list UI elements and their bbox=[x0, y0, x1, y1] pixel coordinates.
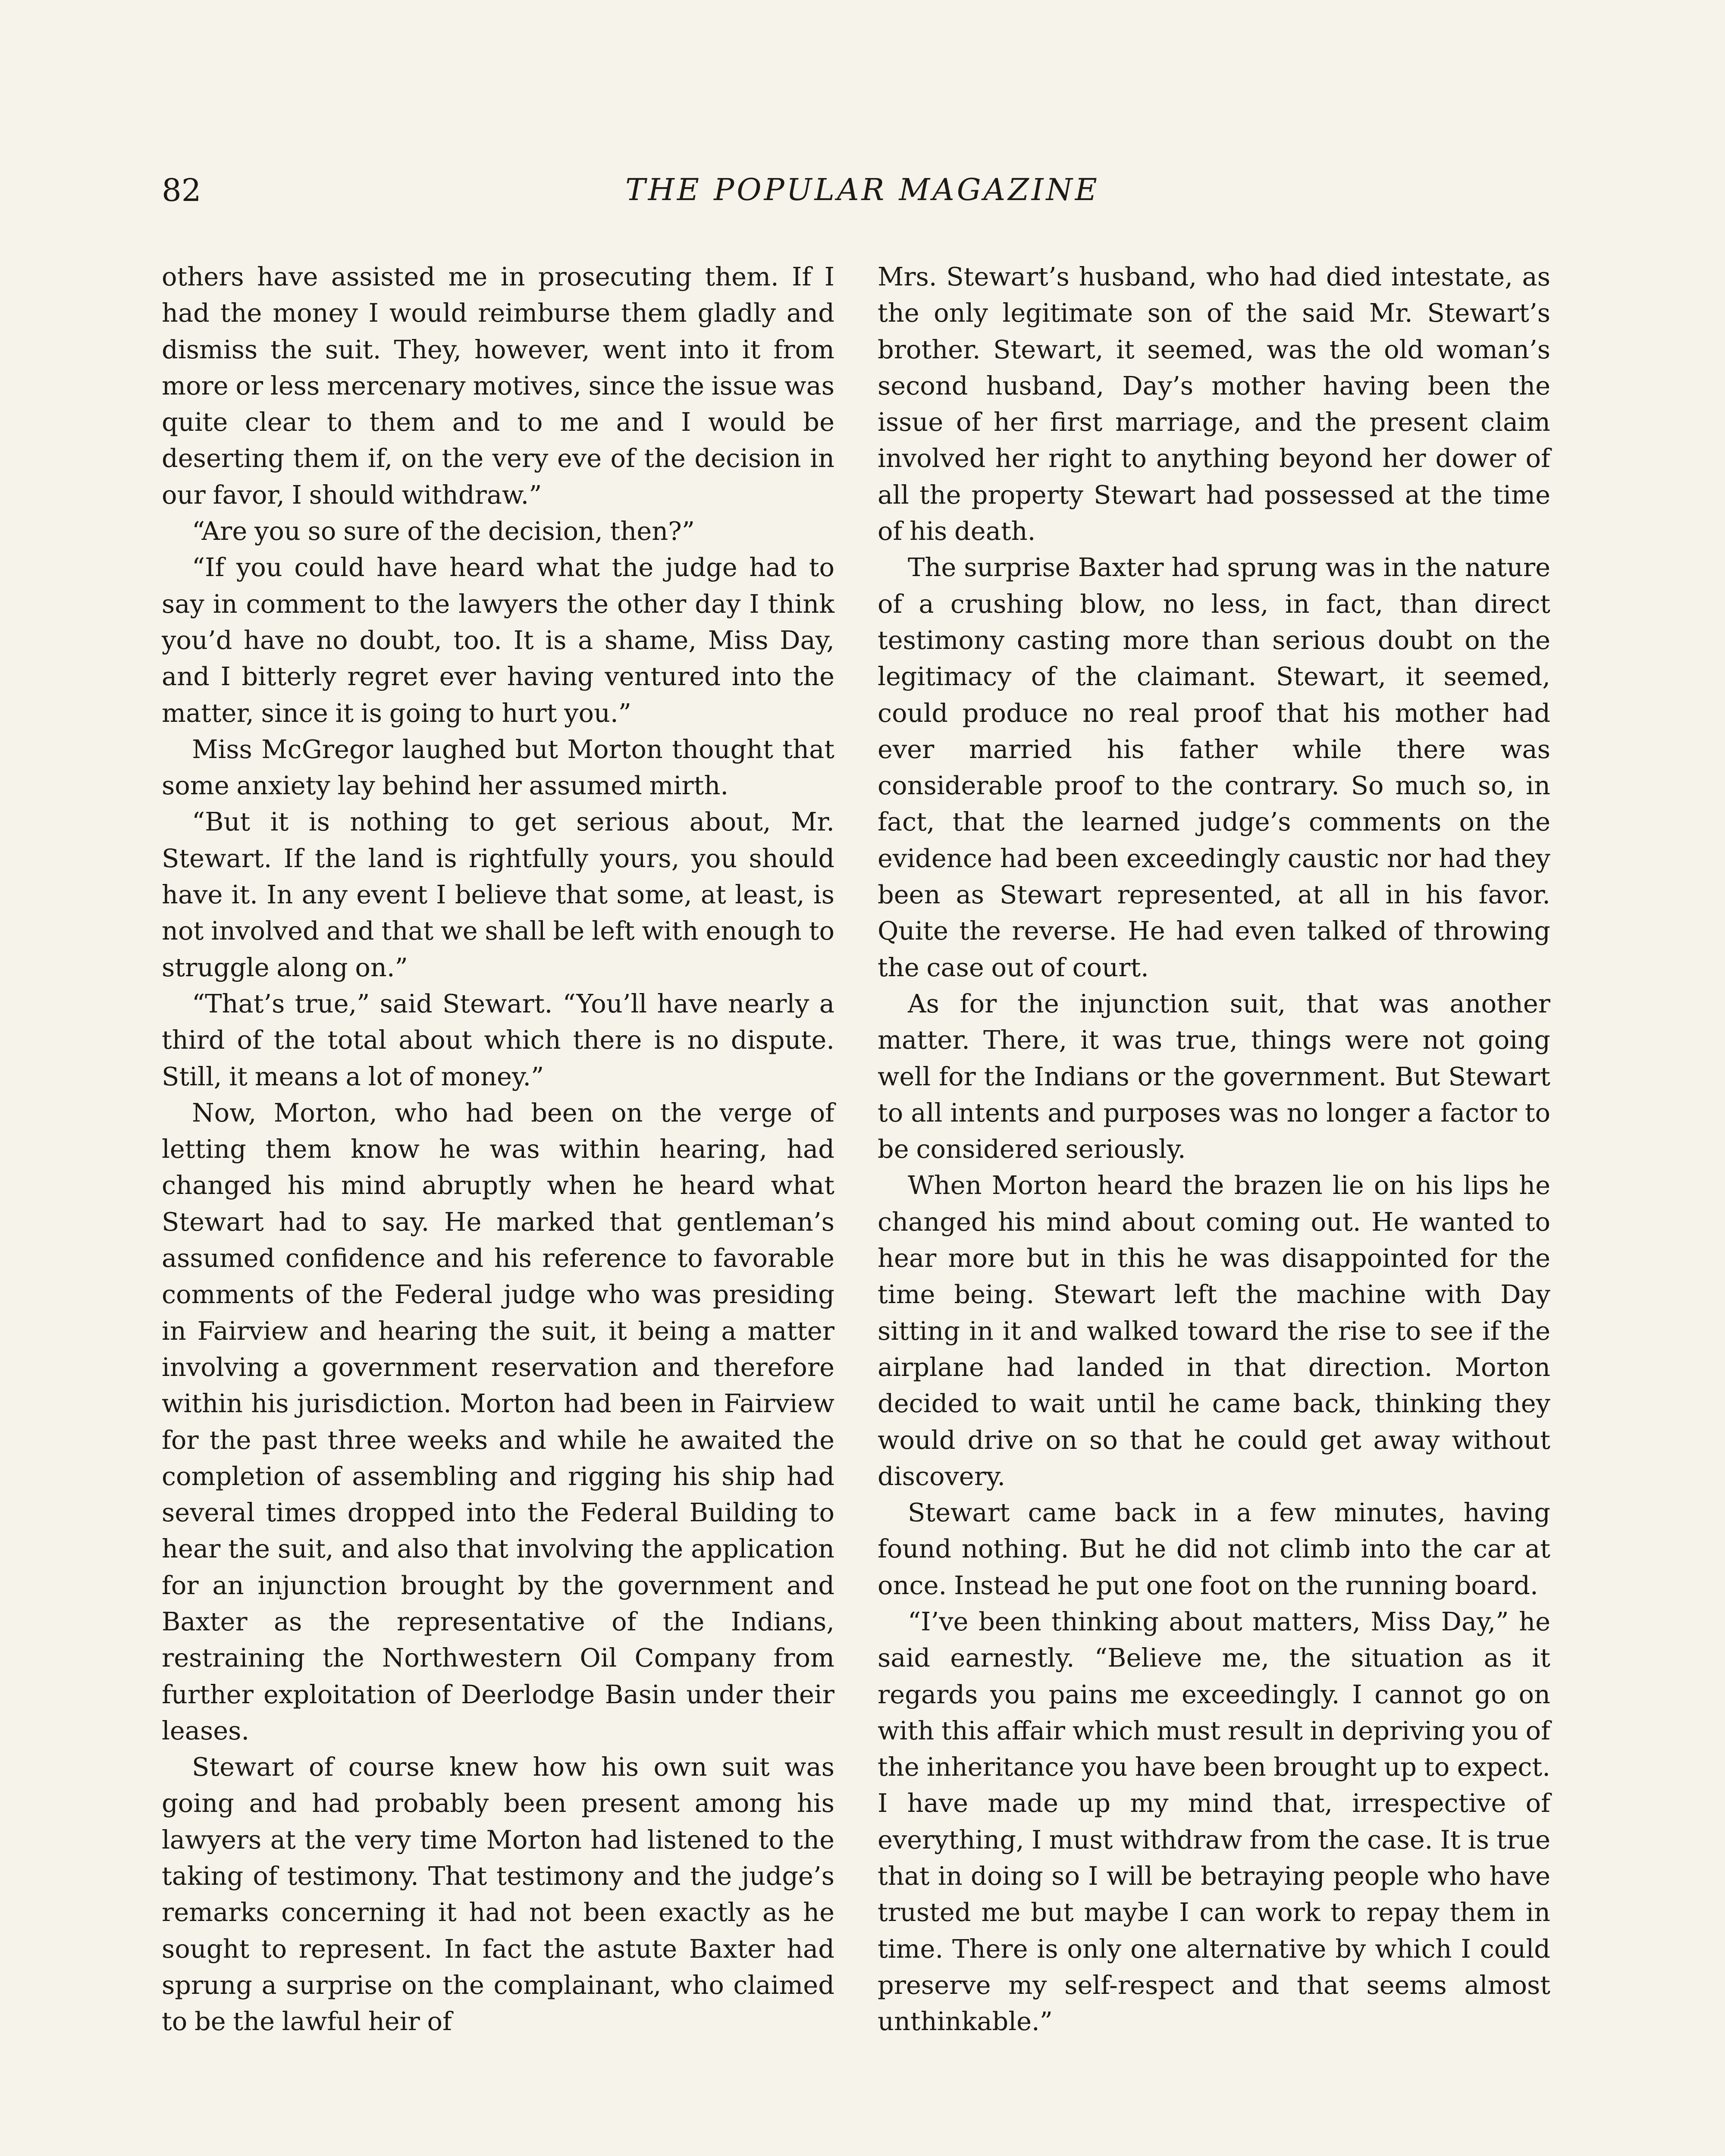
paragraph: The surprise Baxter had sprung was in the nature of a crushing blow, no less, in fact, than direct testimony casting more than serious doubt on the legitimacy of the claimant. Stewart, it seemed, could produce no real proof that his mother had ever married his father while there was considerable proof to the contrary. So much so, in fact, that the learned judge’s comments on the evidence had been exceedingly caustic nor had they been as Stewart represented, at all in his favor. Quite the reverse. He had even talked of throwing the case out of court. bbox=[878, 552, 1550, 982]
paragraph: “But it is nothing to get serious about, Mr. Stewart. If the land is rightfully yours, you should have it. In any event I believe that some, at least, is not involved and that we shall be left with enough to struggle along on.” bbox=[162, 807, 834, 982]
paragraph: “I’ve been thinking about matters, Miss Day,” he said earnestly. “Believe me, the situation as it regards you pains me exceedingly. I cannot go on with this affair which must result in depriving you of the inheritance you have been brought up to expect. I have made up my mind that, irrespective of everything, I must withdraw from the case. It is true that in doing so I will be betraying people who have trusted me but maybe I can work to repay them in time. There is only one alternative by which I could preserve my self-respect and that seems almost unthinkable.” bbox=[878, 1606, 1550, 2037]
page-number: 82 bbox=[162, 172, 201, 208]
paragraph: “That’s true,” said Stewart. “You’ll have nearly a third of the total about which there is no dispute. Still, it means a lot of money.” bbox=[162, 988, 834, 1091]
paragraph: “If you could have heard what the judge had to say in comment to the lawyers the other day I think you’d have no doubt, too. It is a shame, Miss Day, and I bitterly regret ever having ventured into the matter, since it is going to hurt you.” bbox=[162, 552, 834, 728]
paragraph: Mrs. Stewart’s husband, who had died intestate, as the only legitimate son of the said Mr. Stewart’s brother. Stewart, it seemed, was the old woman’s second husband, Day’s mother having been the issue of her first marriage, and the present claim involved her right to anything beyond her dower of all the property Stewart had possessed at the time of his death. bbox=[878, 262, 1550, 546]
paragraph: Now, Morton, who had been on the verge of letting them know he was within hearing, had changed his mind abruptly when he heard what Stewart had to say. He marked that gentleman’s assumed confidence and his reference to favorable comments of the Federal judge who was presiding in Fairview and hearing the suit, it being a matter involving a government reservation and therefore within his jurisdiction. Morton had been in Fairview for the past three weeks and while he awaited the completion of assembling and rigging his ship had several times dropped into the Federal Building to hear the suit, and also that involving the application for an injunction brought by the government and Baxter as the representative of the Indians, restraining the Northwestern Oil Company from further exploitation of Deerlodge Basin under their leases. bbox=[162, 1097, 834, 1745]
paragraph: Stewart of course knew how his own suit was going and had probably been present among his lawyers at the very time Morton had listened to the taking of testimony. That testimony and the judge’s remarks concerning it had not been exactly as he sought to represent. In fact the astute Baxter had sprung a surprise on the complainant, who claimed to be the lawful heir of bbox=[162, 1752, 834, 2037]
paragraph: When Morton heard the brazen lie on his lips he changed his mind about coming out. He wanted to hear more but in this he was disappointed for the time being. Stewart left the machine with Day sitting in it and walked toward the rise to see if the airplane had landed in that direction. Morton decided to wait until he came back, thinking they would drive on so that he could get away without discovery. bbox=[878, 1170, 1550, 1491]
paragraph: Miss McGregor laughed but Morton thought that some anxiety lay behind her assumed mirth. bbox=[162, 734, 834, 801]
paragraph: Stewart came back in a few minutes, having found nothing. But he did not climb into the car at once. Instead he put one foot on the running board. bbox=[878, 1498, 1550, 1600]
paragraph: others have assisted me in prosecuting them. If I had the money I would reimburse them gladly and dismiss the suit. They, however, went into it from more or less mercenary motives, since the issue was quite clear to them and to me and I would be deserting them if, on the very eve of the decision in our favor, I should withdraw.” bbox=[162, 262, 834, 510]
running-head: THE POPULAR MAGAZINE bbox=[625, 172, 1100, 207]
left-column bbox=[162, 259, 834, 2040]
right-column bbox=[878, 259, 1550, 2040]
paragraph: As for the injunction suit, that was another matter. There, it was true, things were not going well for the Indians or the government. But Stewart to all intents and purposes was no longer a factor to be considered seriously. bbox=[878, 988, 1550, 1164]
paragraph: “Are you so sure of the decision, then?” bbox=[192, 516, 695, 546]
